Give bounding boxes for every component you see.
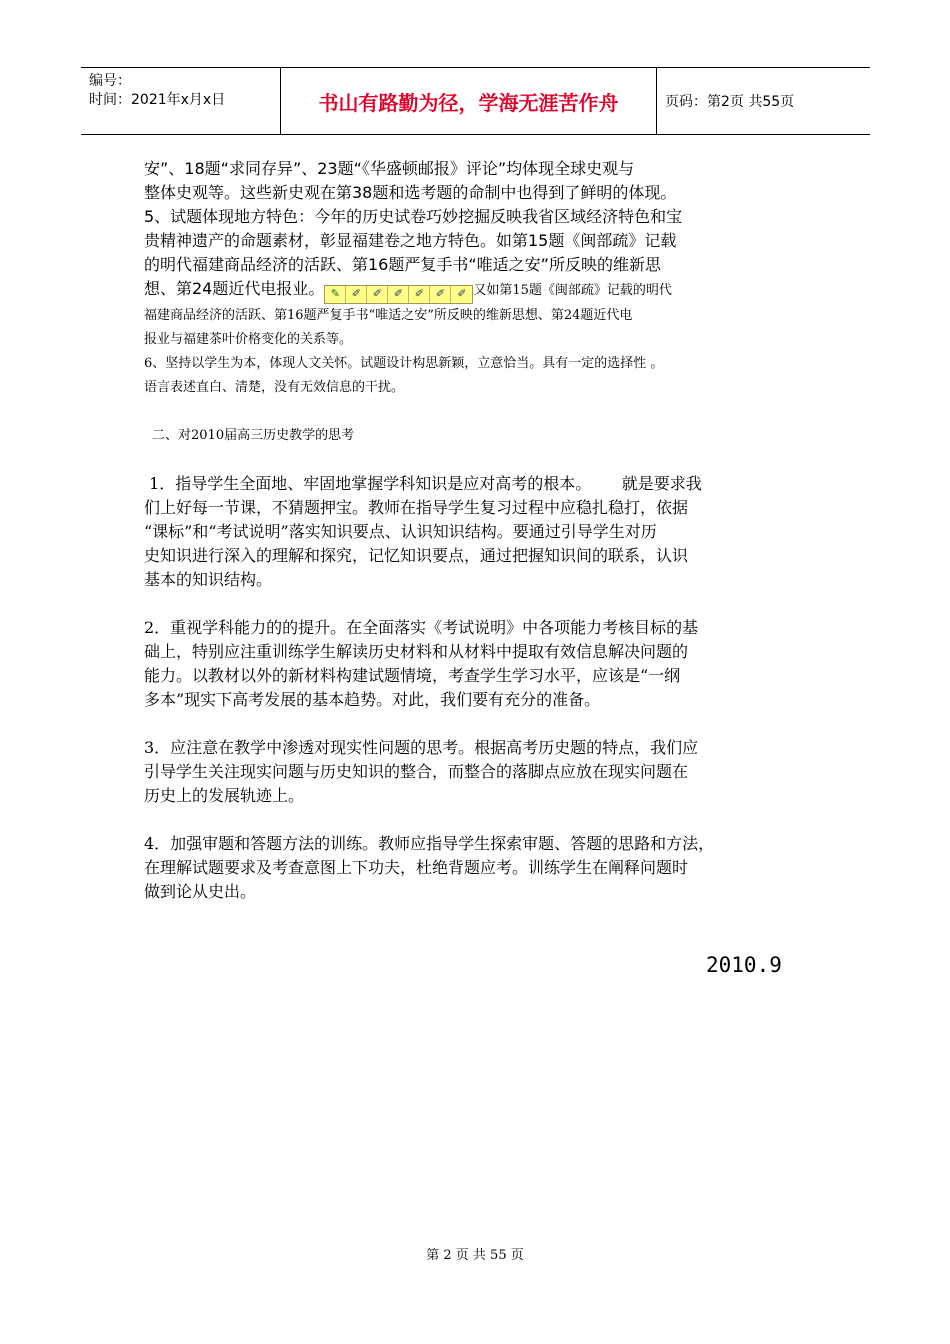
paragraph-1 xyxy=(144,472,804,592)
edit-icon[interactable]: ✐ xyxy=(388,286,409,303)
edit-icon[interactable]: ✐ xyxy=(346,286,367,303)
paragraph-line: 在理解试题要求及考查意图上下功夫，杜绝背题应考。训练学生在阐释问题时 xyxy=(144,857,689,877)
edit-icon[interactable]: ✐ xyxy=(430,286,451,303)
body-line: 语言表述直白、清楚，没有无效信息的干扰。 xyxy=(144,379,405,395)
edit-icon[interactable]: ✐ xyxy=(367,286,388,303)
paragraph-line: 多本”现实下高考发展的基本趋势。对此，我们要有充分的准备。 xyxy=(144,689,601,709)
paragraph-line: 能力。以教材以外的新材料构建试题情境，考查学生学习水平，应该是“一纲 xyxy=(144,665,681,685)
body-line: 安”、18题“求同存异”、23题“《华盛顿邮报》评论”均体现全球史观与 xyxy=(144,159,635,178)
paragraph-line: 历史上的发展轨迹上。 xyxy=(144,785,305,805)
section-title: 二、对2010届高三历史教学的思考 xyxy=(152,427,355,443)
header-left-cell xyxy=(81,68,281,134)
pencil-icon[interactable]: ✎ xyxy=(325,286,346,303)
header-table xyxy=(81,67,870,135)
body-line: 福建商品经济的活跃、第16题严复手书“唯适之安”所反映的维新思想、第24题近代电 xyxy=(144,307,633,323)
paragraph-line: 1．指导学生全面地、牢固地掌握学科知识是应对高考的根本。 就是要求我 xyxy=(144,473,702,493)
page-footer: 第 2 页 共 55 页 xyxy=(426,1248,524,1263)
embedded-toolbar xyxy=(324,285,473,304)
page-info: 页码：第2页 共55页 xyxy=(665,94,795,110)
document-date: 2010.9 xyxy=(706,953,782,977)
body-line: 5、试题体现地方特色：今年的历史试卷巧妙挖掘反映我省区域经济特色和宝 xyxy=(144,207,683,226)
edit-icon[interactable]: ✐ xyxy=(457,287,467,300)
paragraph-line: 4．加强审题和答题方法的训练。教师应指导学生探索审题、答题的思路和方法， xyxy=(144,833,715,853)
time-label: 时间：2021年x月x日 xyxy=(89,92,226,108)
body-line: 的明代福建商品经济的活跃、第16题严复手书“唯适之安”所反映的维新思 xyxy=(144,255,661,274)
paragraph-line: 们上好每一节课，不猜题押宝。教师在指导学生复习过程中应稳扎稳打，依据 xyxy=(144,497,689,517)
paragraph-line: 2．重视学科能力的的提升。在全面落实《考试说明》中各项能力考核目标的基 xyxy=(144,617,699,637)
paragraph-line: 做到论从史出。 xyxy=(144,881,257,901)
body-line-start: 想、第24题近代电报业。 xyxy=(144,279,325,298)
paragraph-line: 基本的知识结构。 xyxy=(144,569,273,589)
motto: 书山有路勤为径，学海无涯苦作舟 xyxy=(281,68,657,134)
paragraph-4 xyxy=(144,832,804,904)
paragraph-2 xyxy=(144,616,804,712)
paragraph-line: “课标”和“考试说明”落实知识要点、认识知识结构。要通过引导学生对历 xyxy=(144,521,657,541)
paragraph-3 xyxy=(144,736,804,808)
body-line: 报业与福建茶叶价格变化的关系等。 xyxy=(144,331,353,347)
body-line: 6、坚持以学生为本，体现人文关怀。试题设计构思新颖，立意恰当。具有一定的选择性 。 xyxy=(144,355,664,371)
number-label: 编号： xyxy=(89,73,131,89)
body-line: 贵精神遗产的命题素材，彰显福建卷之地方特色。如第15题《闽部疏》记载 xyxy=(144,231,677,250)
body-line-end: 又如第15题《闽部疏》记载的明代 xyxy=(473,283,672,298)
document-body xyxy=(144,157,804,904)
edit-icon[interactable]: ✐ xyxy=(409,286,430,303)
body-line: 整体史观等。这些新史观在第38题和选考题的命制中也得到了鲜明的体现。 xyxy=(144,183,677,202)
paragraph-line: 史知识进行深入的理解和探究，记忆知识要点，通过把握知识间的联系，认识 xyxy=(144,545,689,565)
paragraph-line: 础上，特别应注重训练学生解读历史材料和从材料中提取有效信息解决问题的 xyxy=(144,641,689,661)
paragraph-line: 引导学生关注现实问题与历史知识的整合，而整合的落脚点应放在现实问题在 xyxy=(144,761,689,781)
paragraph-line: 3．应注意在教学中渗透对现实性问题的思考。根据高考历史题的特点，我们应 xyxy=(144,737,699,757)
body-line-with-toolbar xyxy=(144,277,804,304)
